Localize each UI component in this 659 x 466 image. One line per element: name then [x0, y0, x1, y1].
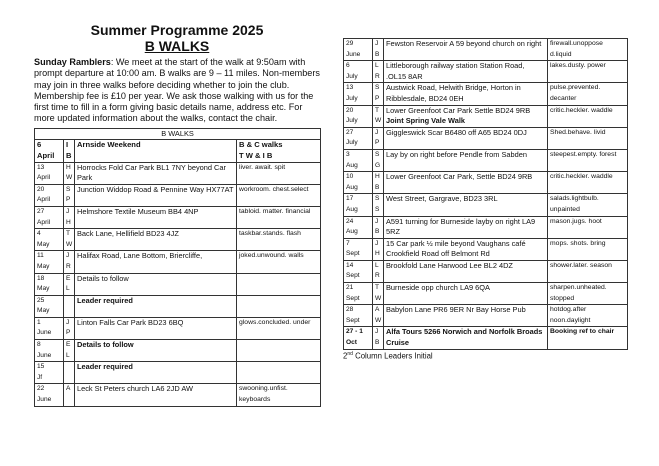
intro-lead: Sunday Ramblers — [34, 57, 111, 67]
right-column — [343, 38, 627, 360]
walk-date: 29 June — [344, 39, 373, 61]
walk-date: 13 July — [344, 83, 373, 105]
leader-initials — [64, 362, 75, 384]
leader-initials: J B — [373, 39, 384, 61]
what3words: Booking ref to chair — [548, 327, 628, 349]
walk-date: 20 April — [35, 184, 64, 206]
what3words: critic.heckler. waddle — [548, 172, 628, 194]
walk-date: 3 Aug — [344, 149, 373, 171]
header-walk: Arnside Weekend — [75, 140, 237, 162]
walk-date: 22 June — [35, 384, 64, 406]
leader-initials: J R — [64, 251, 75, 273]
walk-row — [344, 172, 628, 194]
what3words — [237, 295, 321, 317]
walk-date: 11 May — [35, 251, 64, 273]
what3words: tabloid. matter. financial — [237, 206, 321, 228]
walk-row — [35, 317, 321, 339]
walk-location: Helmshore Textile Museum BB4 4NP — [75, 206, 237, 228]
leader-initials — [64, 295, 75, 317]
walk-date: 8 June — [35, 340, 64, 362]
intro-paragraph — [34, 57, 320, 125]
walk-row — [35, 340, 321, 362]
what3words — [237, 273, 321, 295]
walk-location: Brookfold Lane Harwood Lee BL2 4DZ — [384, 260, 548, 282]
walk-date: 18 May — [35, 273, 64, 295]
walk-date: 27 July — [344, 127, 373, 149]
leader-initials: J H — [373, 238, 384, 260]
walk-date: 25 May — [35, 295, 64, 317]
intro-text: : We meet at the start of the walk at 9:50am with prompt departure at 10:00 am. B walks are 9 – 11 miles. Non-members may join in three walks before deciding whether to join the club. Membership fee is £10 per year. We ask those walking with us for the first time to fill in a form giving basic details name, address etc. For more updated information about the walks, contact the chair. — [34, 57, 320, 124]
walk-location: Lower Greenfoot Car Park Settle BD24 9RB Joint Spring Vale Walk — [384, 105, 548, 127]
page-title: Summer Programme 2025 — [90, 22, 264, 38]
what3words — [237, 362, 321, 384]
walk-location: Giggleswick Scar B6480 off A65 BD24 0DJ — [384, 127, 548, 149]
walk-date: 14 Sept — [344, 260, 373, 282]
what3words: taskbar.stands. flash — [237, 229, 321, 251]
walk-location: Details to follow — [75, 340, 237, 362]
walk-row — [344, 83, 628, 105]
walk-date: 10 Aug — [344, 172, 373, 194]
leader-initials: H B — [373, 172, 384, 194]
walk-date: 27 April — [35, 206, 64, 228]
what3words — [237, 340, 321, 362]
walk-row — [344, 127, 628, 149]
walk-location: Back Lane, Hellifield BD23 4JZ — [75, 229, 237, 251]
walk-date: 6 July — [344, 61, 373, 83]
walks-table-right — [343, 38, 628, 350]
walk-date: 21 Sept — [344, 283, 373, 305]
leader-initials: J P — [64, 317, 75, 339]
what3words: critic.heckler. waddle — [548, 105, 628, 127]
walk-row — [35, 229, 321, 251]
what3words: Shed.behave. livid — [548, 127, 628, 149]
leader-initials: L R — [373, 61, 384, 83]
walk-row — [35, 206, 321, 228]
leader-initials: L R — [373, 260, 384, 282]
walk-row — [344, 194, 628, 216]
walk-location: Babylon Lane PR6 9ER Nr Bay Horse Pub — [384, 305, 548, 327]
walk-location: 15 Car park ½ mile beyond Vaughans café Crookfield Road off Belmont Rd — [384, 238, 548, 260]
walk-location: Littleborough railway station Station Road, .OL15 8AR — [384, 61, 548, 83]
what3words: lakes.dusty. power — [548, 61, 628, 83]
what3words: swooning.unfist. keyboards — [237, 384, 321, 406]
walk-date: 7 Sept — [344, 238, 373, 260]
page-subtitle: B WALKS — [144, 38, 210, 54]
walk-location: Horrocks Fold Car Park BL1 7NY beyond Car Park — [75, 162, 237, 184]
leader-initials: J H — [64, 206, 75, 228]
what3words: steepest.empty. forest — [548, 149, 628, 171]
table-banner: B WALKS — [35, 128, 321, 140]
walk-location: West Street, Gargrave, BD23 3RL — [384, 194, 548, 216]
walk-row — [344, 105, 628, 127]
header-date: 6 April — [35, 140, 64, 162]
what3words: salads.lightbulb. unpainted — [548, 194, 628, 216]
walk-row — [344, 39, 628, 61]
walk-row — [35, 295, 321, 317]
walk-date: 1 June — [35, 317, 64, 339]
what3words: shower.later. season — [548, 260, 628, 282]
walk-location: Leck St Peters church LA6 2JD AW — [75, 384, 237, 406]
walk-location: Leader required — [75, 362, 237, 384]
walk-location: Lay by on right before Pendle from Sabden — [384, 149, 548, 171]
walk-row — [35, 362, 321, 384]
walk-row — [35, 384, 321, 406]
walk-date: 13 April — [35, 162, 64, 184]
footnote: 2nd Column Leaders Initial — [343, 350, 433, 361]
leader-initials: T W — [373, 283, 384, 305]
walk-location: A591 turning for Burneside layby on right LA9 5RZ — [384, 216, 548, 238]
walk-row — [344, 216, 628, 238]
walk-location: Halifax Road, Lane Bottom, Briercliffe, — [75, 251, 237, 273]
leader-initials: T W — [64, 229, 75, 251]
table-banner-row — [35, 128, 321, 140]
walk-location: Fewston Reservoir A 59 beyond church on right — [384, 39, 548, 61]
walk-location: Linton Falls Car Park BD23 6BQ — [75, 317, 237, 339]
walk-date: 4 May — [35, 229, 64, 251]
walk-row — [344, 238, 628, 260]
leader-initials: J B — [373, 327, 384, 349]
what3words: mason.jugs. hoot — [548, 216, 628, 238]
walk-location: Leader required — [75, 295, 237, 317]
walk-row — [344, 305, 628, 327]
walks-table-left — [34, 128, 321, 407]
walk-date: 20 July — [344, 105, 373, 127]
walk-row — [35, 273, 321, 295]
what3words: liver. await. spit — [237, 162, 321, 184]
leader-initials: A — [64, 384, 75, 406]
leader-initials: H W — [64, 162, 75, 184]
walk-date: 28 Sept — [344, 305, 373, 327]
walk-row — [35, 162, 321, 184]
walk-date: 27 - 1 Oct — [344, 327, 373, 349]
walk-location: Junction Widdop Road & Pennine Way HX77AT — [75, 184, 237, 206]
what3words: workroom. chest.select — [237, 184, 321, 206]
what3words: glows.concluded. under — [237, 317, 321, 339]
left-column — [34, 22, 320, 407]
what3words: hotdog.after noon.daylight — [548, 305, 628, 327]
walk-row — [344, 327, 628, 349]
what3words: joked.unwound. walls — [237, 251, 321, 273]
header-code: I B — [64, 140, 75, 162]
leader-initials: T W — [373, 105, 384, 127]
leader-initials: E L — [64, 273, 75, 295]
what3words: firewall.unoppose d.liquid — [548, 39, 628, 61]
header-words: B & C walks T W & I B — [237, 140, 321, 162]
leader-initials: E L — [64, 340, 75, 362]
walk-row — [344, 283, 628, 305]
walk-date: 24 Aug — [344, 216, 373, 238]
leader-initials: S P — [64, 184, 75, 206]
walk-date: 15 Jf — [35, 362, 64, 384]
walk-row — [344, 61, 628, 83]
leader-initials: J B — [373, 216, 384, 238]
walk-row — [344, 260, 628, 282]
walk-row — [35, 251, 321, 273]
joint-walk-note: Joint Spring Vale Walk — [386, 116, 465, 126]
walk-location: Alfa Tours 5266 Norwich and Norfolk Broads Cruise — [384, 327, 548, 349]
walk-location: Details to follow — [75, 273, 237, 295]
leader-initials: J P — [373, 127, 384, 149]
leader-initials: S G — [373, 149, 384, 171]
walk-location: Austwick Road, Helwith Bridge, Horton in Ribblesdale, BD24 0EH — [384, 83, 548, 105]
leader-initials: S P — [373, 83, 384, 105]
table-header-row — [35, 140, 321, 162]
leader-initials: S S — [373, 194, 384, 216]
leader-initials: A W — [373, 305, 384, 327]
walk-date: 17 Aug — [344, 194, 373, 216]
walk-location: Lower Greenfoot Car Park, Settle BD24 9RB — [384, 172, 548, 194]
walk-row — [35, 184, 321, 206]
what3words: pulse.prevented. decanter — [548, 83, 628, 105]
what3words: mops. shots. bring — [548, 238, 628, 260]
walk-location: Burneside opp church LA9 6QA — [384, 283, 548, 305]
what3words: sharpen.unheated. stopped — [548, 283, 628, 305]
walk-row — [344, 149, 628, 171]
